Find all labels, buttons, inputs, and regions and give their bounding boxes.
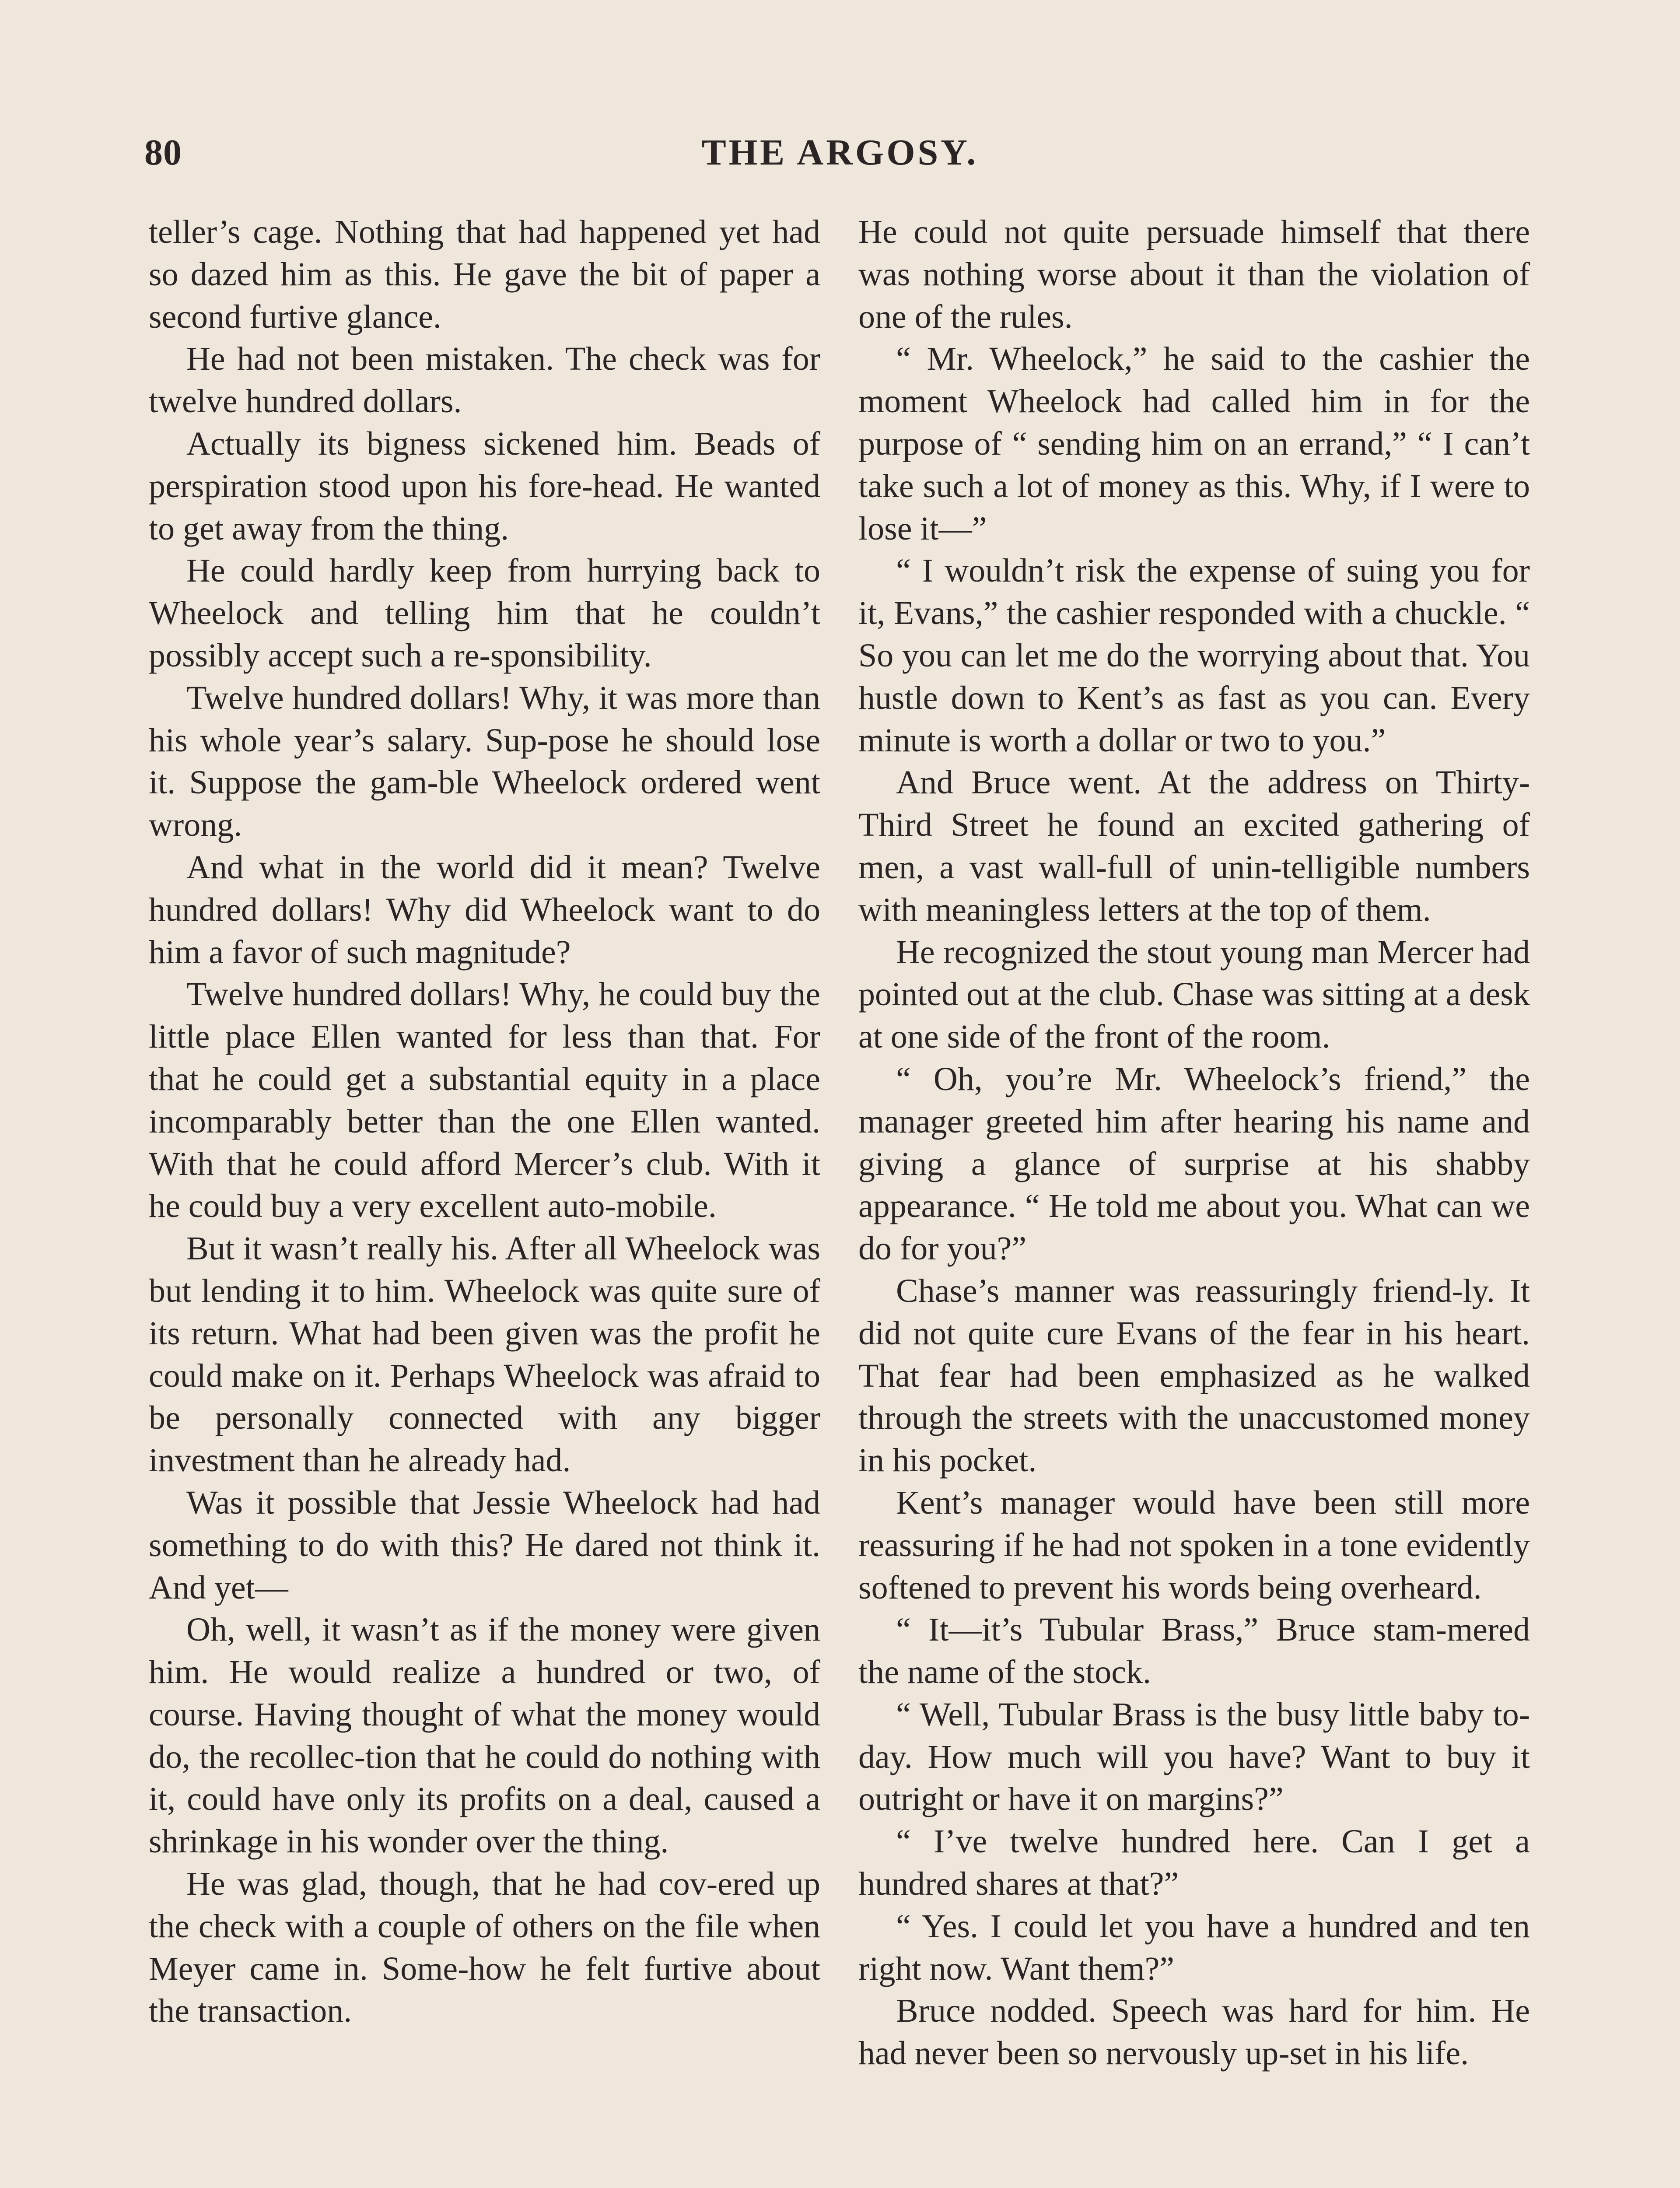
- running-head: [144, 131, 1536, 184]
- paragraph: “ I wouldn’t risk the expense of suing you for it, Evans,” the cashier responded with a chuckle. “ So you can let me do the worrying about that. You hustle down to Kent’s as fast as you can. Every minute is worth a dollar or two to you.”: [858, 552, 1530, 759]
- paragraph: Kent’s manager would have been still more reassuring if he had not spoken in a tone evidently softened to prevent his words being overheard.: [858, 1484, 1530, 1606]
- right-text-column: [858, 211, 1530, 2075]
- paragraph: “ Yes. I could let you have a hundred and ten right now. Want them?”: [858, 1907, 1530, 1987]
- paragraph: “ Well, Tubular Brass is the busy little baby to-day. How much will you have? Want to buy it outright or have it on margins?”: [858, 1696, 1530, 1818]
- paragraph: “ Mr. Wheelock,” he said to the cashier the moment Wheelock had called him in for the purpose of “ sending him on an errand,” “ I can’t take such a lot of money as this. Why, if I were to lose it—”: [858, 340, 1530, 547]
- paragraph: Was it possible that Jessie Wheelock had had something to do with this? He dared not think it. And yet—: [149, 1484, 820, 1606]
- paragraph: “ I’ve twelve hundred here. Can I get a hundred shares at that?”: [858, 1823, 1530, 1903]
- paragraph: Twelve hundred dollars! Why, he could buy the little place Ellen wanted for less than that. For that he could get a substantial equity in a place incomparably better than the one Ellen wanted. With that he could afford Mercer’s club. With it he could buy a very excellent auto-mobile.: [149, 976, 820, 1225]
- paragraph: But it wasn’t really his. After all Wheelock was but lending it to him. Wheelock was quite sure of its return. What had been given was the profit he could make on it. Perhaps Wheelock was afraid to be personally connected with any bigger investment than he already had.: [149, 1230, 820, 1479]
- paragraph: He could not quite persuade himself that there was nothing worse about it than the violation of one of the rules.: [858, 214, 1530, 335]
- page-number: 80: [144, 132, 182, 173]
- paragraph: And what in the world did it mean? Twelve hundred dollars! Why did Wheelock want to do him a favor of such magnitude?: [149, 849, 820, 971]
- paragraph: And Bruce went. At the address on Thirty-Third Street he found an excited gathering of men, a vast wall-full of unin-telligible numbers with meaningless letters at the top of them.: [858, 764, 1530, 928]
- paragraph: Twelve hundred dollars! Why, it was more than his whole year’s salary. Sup-pose he should lose it. Suppose the gam-ble Wheelock ordered went wrong.: [149, 679, 820, 844]
- paragraph: “ Oh, you’re Mr. Wheelock’s friend,” the manager greeted him after hearing his name and giving a glance of surprise at his shabby appearance. “ He told me about you. What can we do for you?”: [858, 1060, 1530, 1267]
- paragraph: He had not been mistaken. The check was for twelve hundred dollars.: [149, 340, 820, 420]
- paragraph: teller’s cage. Nothing that had happened yet had so dazed him as this. He gave the bit of paper a second furtive glance.: [149, 214, 820, 335]
- paragraph: Chase’s manner was reassuringly friend-ly. It did not quite cure Evans of the fear in his heart. That fear had been emphasized as he walked through the streets with the unaccustomed money in his pocket.: [858, 1272, 1530, 1479]
- paragraph: Actually its bigness sickened him. Beads of perspiration stood upon his fore-head. He wanted to get away from the thing.: [149, 425, 820, 547]
- paragraph: He recognized the stout young man Mercer had pointed out at the club. Chase was sitting at a desk at one side of the front of the room.: [858, 933, 1530, 1055]
- paragraph: He could hardly keep from hurrying back to Wheelock and telling him that he couldn’t possibly accept such a re-sponsibility.: [149, 552, 820, 674]
- paragraph: Bruce nodded. Speech was hard for him. He had never been so nervously up-set in his life.: [858, 1992, 1530, 2072]
- running-title: THE ARGOSY.: [701, 132, 979, 173]
- paragraph: “ It—it’s Tubular Brass,” Bruce stam-mered the name of the stock.: [858, 1611, 1530, 1691]
- paragraph: Oh, well, it wasn’t as if the money were given him. He would realize a hundred or two, of course. Having thought of what the money would do, the recollec-tion that he could do nothing with it, could have only its profits on a deal, caused a shrinkage in his wonder over the thing.: [149, 1611, 820, 1860]
- left-text-column: [149, 211, 820, 2032]
- paragraph: He was glad, though, that he had cov-ered up the check with a couple of others on the file when Meyer came in. Some-how he felt furtive about the transaction.: [149, 1865, 820, 2030]
